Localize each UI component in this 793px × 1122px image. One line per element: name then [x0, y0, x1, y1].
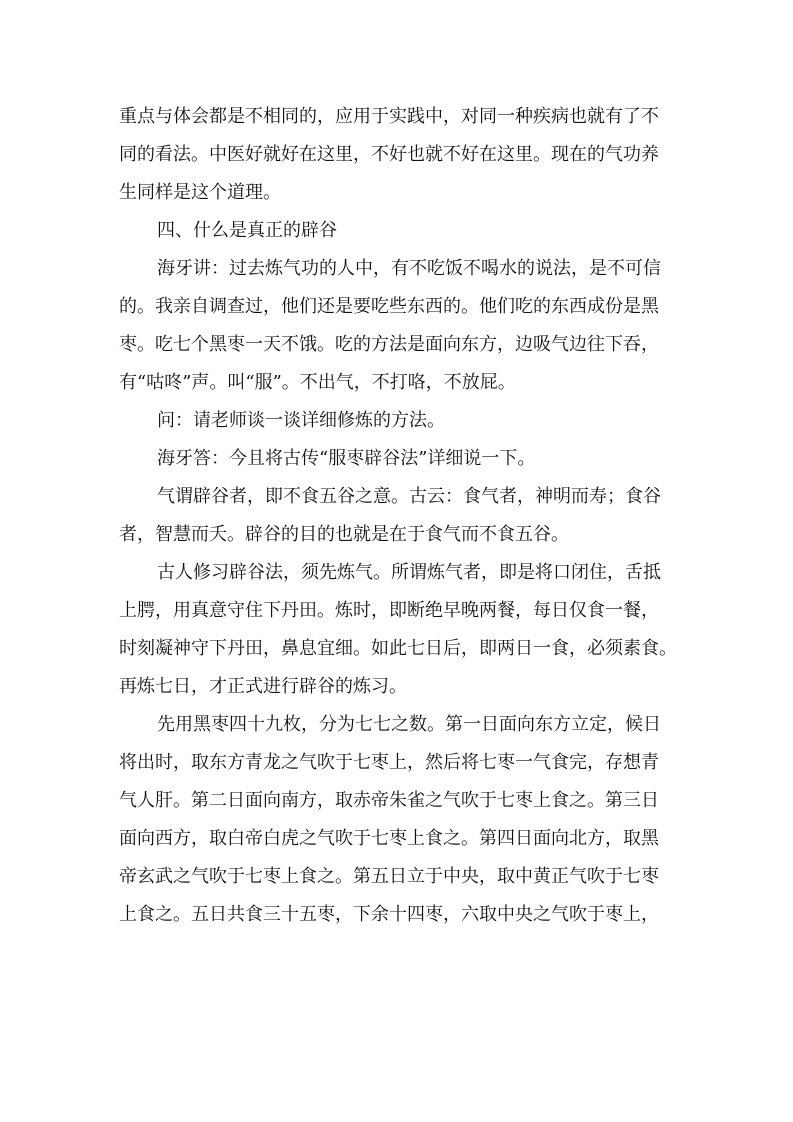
text-line: 的。我亲自调查过，他们还是要吃些东西的。他们吃的东西成份是黑 [119, 296, 659, 317]
text-line: 海牙讲：过去炼气功的人中，有不吃饭不喝水的说法，是不可信 [157, 258, 661, 279]
paragraph-question [119, 402, 679, 440]
text-line: 生同样是这个道理。 [119, 182, 281, 203]
paragraph-practice [119, 554, 679, 706]
text-line: 先用黑枣四十九枚，分为七七之数。第一日面向东方立定，候日 [157, 714, 661, 735]
text-line: 再炼七日，才正式进行辟谷的炼习。 [119, 676, 407, 697]
text-line: 将出时，取东方青龙之气吹于七枣上，然后将七枣一气食完，存想青 [119, 752, 659, 773]
text-line: 重点与体会都是不相同的，应用于实践中，对同一种疾病也就有了不 [119, 106, 659, 127]
text-line: 古人修习辟谷法，须先炼气。所谓炼气者，即是将口闭住，舌抵 [157, 562, 661, 583]
text-line: 上食之。五日共食三十五枣，下余十四枣，六取中央之气吹于枣上， [119, 904, 659, 925]
text-line: 海牙答：今且将古传“服枣辟谷法”详细说一下。 [157, 448, 536, 469]
text-line: 帝玄武之气吹于七枣上食之。第五日立于中央，取中黄正气吹于七枣 [119, 866, 659, 887]
text-line: 枣。吃七个黑枣一天不饿。吃的方法是面向东方，边吸气边往下吞， [119, 334, 659, 355]
paragraph-intro-continuation [119, 98, 679, 212]
paragraph-haiya-says [119, 250, 679, 402]
text-line: 者，智慧而夭。辟谷的目的也就是在于食气而不食五谷。 [119, 524, 569, 545]
body-text [119, 98, 679, 934]
paragraph-answer [119, 440, 679, 478]
text-line: 上腭，用真意守住下丹田。炼时，即断绝早晚两餐，每日仅食一餐， [119, 600, 659, 621]
section-heading [119, 212, 679, 250]
paragraph-definition [119, 478, 679, 554]
text-line: 面向西方，取白帝白虎之气吹于七枣上食之。第四日面向北方，取黑 [119, 828, 659, 849]
text-line: 问：请老师谈一谈详细修炼的方法。 [157, 410, 445, 431]
text-line: 时刻凝神守下丹田，鼻息宜细。如此七日后，即两日一食，必须素食。 [119, 638, 677, 659]
text-line: 同的看法。中医好就好在这里，不好也就不好在这里。现在的气功养 [119, 144, 659, 165]
text-line: 有“咕咚”声。叫“服”。不出气，不打咯，不放屁。 [119, 372, 516, 393]
paragraph-method [119, 706, 679, 934]
text-line: 气人肝。第二日面向南方，取赤帝朱雀之气吹于七枣上食之。第三日 [119, 790, 659, 811]
section-heading-text: 四、什么是真正的辟谷 [157, 220, 337, 241]
text-line: 气谓辟谷者，即不食五谷之意。古云：食气者，神明而寿；食谷 [157, 486, 661, 507]
